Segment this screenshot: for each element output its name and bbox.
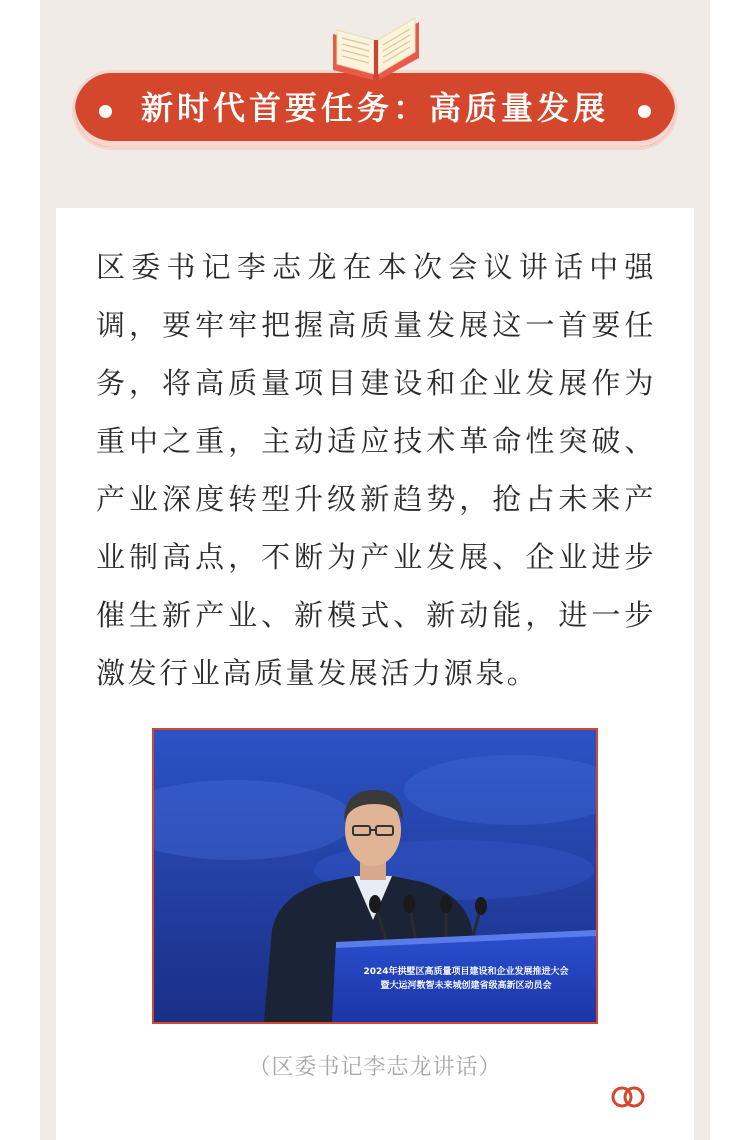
banner-dot-left: [99, 105, 112, 118]
banner-dot-right: [638, 105, 651, 118]
open-book-icon: [327, 14, 425, 84]
speaker-photo-illustration: [154, 730, 596, 1022]
speaker-photo: [152, 728, 598, 1024]
podium-text-line1: 2024年拱墅区高质量项目建设和企业发展推进大会: [363, 967, 569, 977]
article-paragraph: 区委书记李志龙在本次会议讲话中强调，要牢牢把握高质量发展这一首要任务，将高质量项目建设和企业发展作为重中之重，主动适应技术革命性突破、产业深度转型升级新趋势，抢占未来产业制高点，不断为产业发展、企业进步催生新产业、新模式、新动能，进一步激发行业高质量发展活力源泉。: [96, 250, 656, 690]
photo-caption: （区委书记李志龙讲话）: [248, 1055, 502, 1080]
double-ring-icon: [610, 1084, 646, 1110]
section-title: 新时代首要任务：高质量发展: [140, 89, 609, 127]
podium-text-line2: 暨大运河数智未来城创建省级高新区动员会: [380, 981, 552, 991]
content-card: [56, 208, 694, 1140]
